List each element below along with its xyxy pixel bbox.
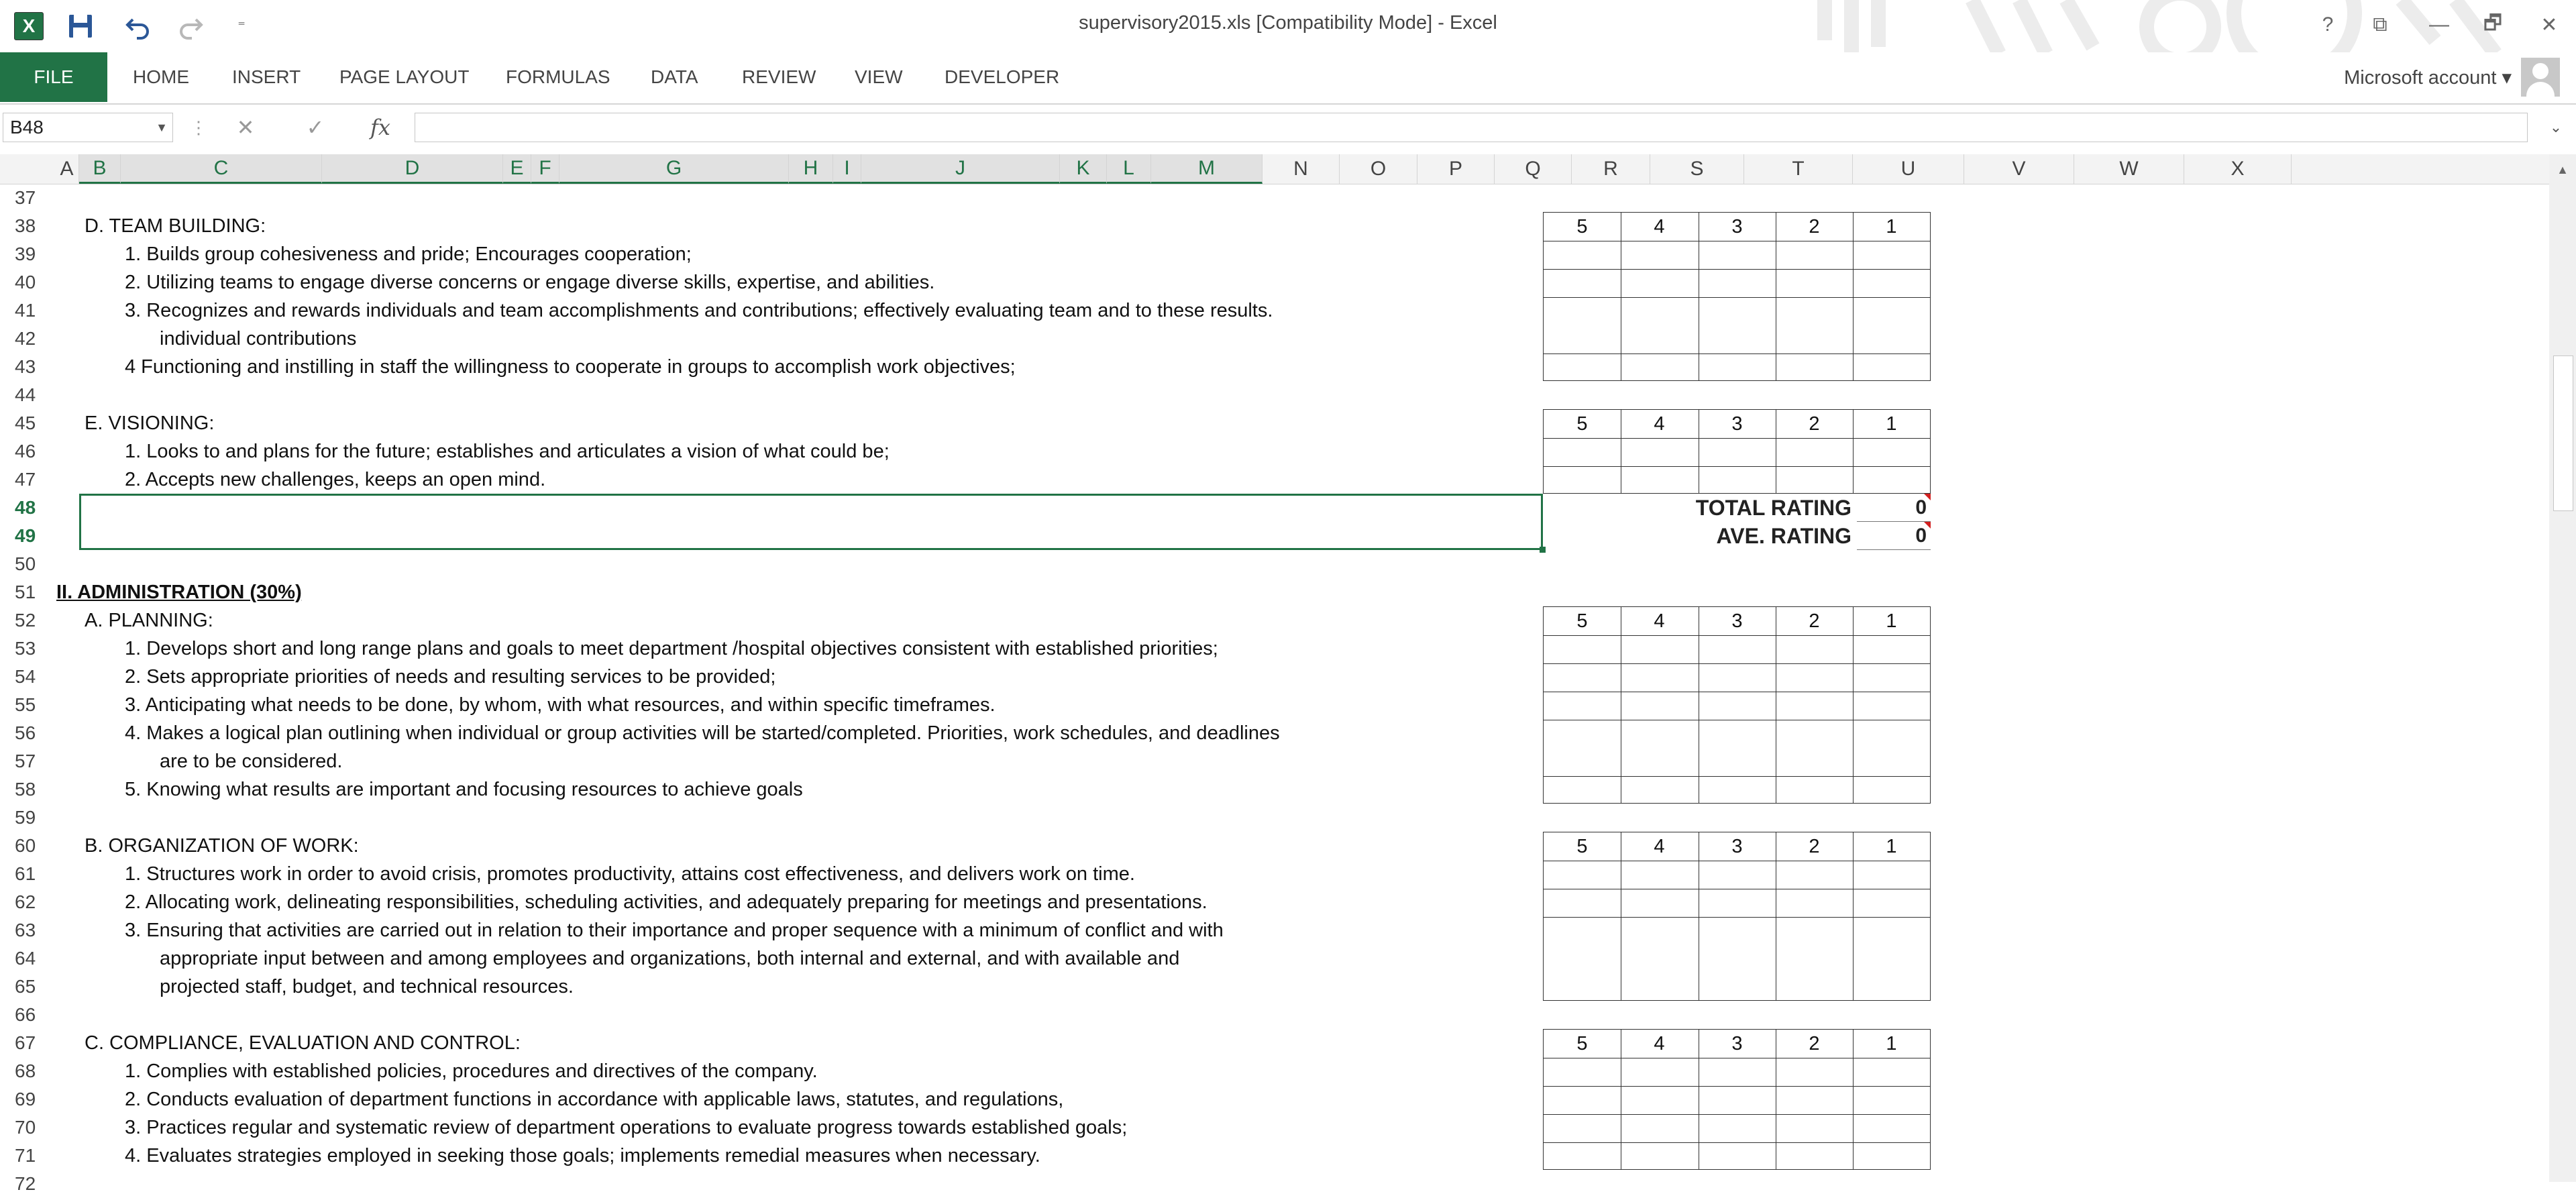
rating-header: 2 <box>1809 1032 1820 1054</box>
list-item: 1. Builds group cohesiveness and pride; Encourages cooperation; <box>125 243 692 265</box>
row-header-46[interactable]: 46 <box>15 441 36 461</box>
list-item: 4. Makes a logical plan outlining when individual or group activities will be started/completed. Priorities, work schedules, and deadlines <box>125 722 1280 744</box>
column-header-w[interactable]: W <box>2074 154 2184 184</box>
row-header-45[interactable]: 45 <box>15 413 36 433</box>
section-heading-organization: B. ORGANIZATION OF WORK: <box>85 834 359 857</box>
column-header-j[interactable]: J <box>861 154 1060 184</box>
row-header-39[interactable]: 39 <box>15 243 36 264</box>
list-item: 3. Ensuring that activities are carried out in relation to their importance and proper sequence with a minimum of conflict and with <box>125 919 1224 941</box>
row-header-53[interactable]: 53 <box>15 638 36 659</box>
title-bar <box>0 0 2576 52</box>
list-item: 4. Evaluates strategies employed in seeking those goals; implements remedial measures when necessary. <box>125 1144 1040 1166</box>
row-header-48[interactable]: 48 <box>15 497 36 518</box>
list-item: 1. Structures work in order to avoid crisis, promotes productivity, attains cost effectiveness, and delivers work on time. <box>125 863 1135 885</box>
account-menu[interactable] <box>2344 52 2560 102</box>
rating-grid-organization[interactable] <box>1543 832 1931 1001</box>
scroll-up-icon[interactable]: ▲ <box>2557 162 2569 176</box>
minimize-icon: — <box>2429 13 2449 36</box>
fill-handle[interactable] <box>1540 547 1546 553</box>
list-item: are to be considered. <box>160 750 343 772</box>
enter-icon[interactable]: ✓ <box>306 115 325 140</box>
customize-icon: ⁼ <box>237 17 246 34</box>
rating-header: 3 <box>1731 610 1743 632</box>
rating-grid-planning[interactable] <box>1543 606 1931 804</box>
ribbon-options-icon: ⧉ <box>2373 13 2387 36</box>
rating-header: 1 <box>1886 1032 1897 1054</box>
close-icon: ✕ <box>2540 13 2558 36</box>
name-box[interactable]: B48 <box>3 113 173 142</box>
chevron-down-icon[interactable]: ▼ <box>156 120 168 134</box>
column-header-u[interactable]: U <box>1853 154 1964 184</box>
row-header-51[interactable]: 51 <box>15 582 36 602</box>
row-header-59[interactable]: 59 <box>15 807 36 828</box>
expand-formula-bar-icon[interactable]: ⌄ <box>2549 119 2563 135</box>
minimize-button[interactable] <box>2415 8 2463 42</box>
tab-insert[interactable]: INSERT <box>232 66 301 87</box>
row-header-57[interactable]: 57 <box>15 751 36 771</box>
avatar <box>2521 58 2560 97</box>
row-header-55[interactable]: 55 <box>15 694 36 715</box>
column-header-h[interactable]: H <box>789 154 833 184</box>
section-heading-planning: A. PLANNING: <box>85 609 213 631</box>
list-item: 3. Anticipating what needs to be done, by whom, with what resources, and within specific timeframes. <box>125 694 996 716</box>
cell-selection[interactable] <box>79 494 1543 550</box>
row-header-64[interactable]: 64 <box>15 948 36 969</box>
column-header-s[interactable]: S <box>1650 154 1744 184</box>
tab-home[interactable]: HOME <box>133 66 189 87</box>
rating-header: 2 <box>1809 215 1820 237</box>
section-heading-compliance: C. COMPLIANCE, EVALUATION AND CONTROL: <box>85 1032 521 1054</box>
rating-header: 5 <box>1576 835 1588 857</box>
close-button[interactable] <box>2525 8 2573 42</box>
list-item: 1. Looks to and plans for the future; establishes and articulates a vision of what could be; <box>125 440 890 462</box>
undo-icon <box>125 13 152 40</box>
row-header-60[interactable]: 60 <box>15 835 36 856</box>
rating-grid-compliance[interactable] <box>1543 1029 1931 1170</box>
column-header-g[interactable]: G <box>559 154 789 184</box>
column-header-p[interactable]: P <box>1417 154 1495 184</box>
tab-page-layout[interactable]: PAGE LAYOUT <box>339 66 470 87</box>
column-header-q[interactable]: Q <box>1495 154 1572 184</box>
section-heading-team-building: D. TEAM BUILDING: <box>85 215 266 237</box>
rating-header: 3 <box>1731 413 1743 435</box>
rating-header: 5 <box>1576 610 1588 632</box>
rating-header: 2 <box>1809 610 1820 632</box>
row-header-40[interactable]: 40 <box>15 272 36 292</box>
column-header-f[interactable]: F <box>531 154 559 184</box>
row-header-49[interactable]: 49 <box>15 525 36 546</box>
row-header-41[interactable]: 41 <box>15 300 36 321</box>
column-header-o[interactable]: O <box>1340 154 1417 184</box>
account-label: Microsoft account ▾ <box>2344 66 2512 89</box>
customize-quick-access-button[interactable] <box>228 7 255 46</box>
column-header-d[interactable]: D <box>322 154 503 184</box>
undo-button[interactable] <box>119 7 157 46</box>
column-header-m[interactable]: M <box>1151 154 1263 184</box>
formula-bar <box>0 105 2576 156</box>
column-header-r[interactable]: R <box>1572 154 1650 184</box>
list-item: 2. Sets appropriate priorities of needs and resulting services to be provided; <box>125 665 776 688</box>
list-item: 5. Knowing what results are important and focusing resources to achieve goals <box>125 778 803 800</box>
tab-developer[interactable]: DEVELOPER <box>945 66 1060 87</box>
list-item: projected staff, budget, and technical resources. <box>160 975 574 997</box>
excel-logo-icon <box>9 7 48 46</box>
comment-indicator-icon <box>1924 494 1931 500</box>
save-icon <box>67 13 94 40</box>
column-header-i[interactable]: I <box>833 154 861 184</box>
row-header-65[interactable]: 65 <box>15 976 36 997</box>
column-header-n[interactable]: N <box>1263 154 1340 184</box>
list-item: 2. Conducts evaluation of department functions in accordance with applicable laws, statutes, and regulations, <box>125 1088 1064 1110</box>
column-header-e[interactable]: E <box>503 154 531 184</box>
row-header-37[interactable]: 37 <box>15 187 36 208</box>
window-title: supervisory2015.xls [Compatibility Mode] - Excel <box>1079 12 1497 34</box>
row-header-42[interactable]: 42 <box>15 328 36 349</box>
row-header-67[interactable]: 67 <box>15 1032 36 1053</box>
rating-header: 4 <box>1654 835 1665 857</box>
list-item: 3. Practices regular and systematic review of department operations to evaluate progress towards established goals; <box>125 1116 1128 1138</box>
column-header-c[interactable]: C <box>121 154 322 184</box>
list-item: 1. Complies with established policies, procedures and directives of the company. <box>125 1060 818 1082</box>
list-item: appropriate input between and among employees and organizations, both internal and external, and with available and <box>160 947 1180 969</box>
row-header-44[interactable]: 44 <box>15 384 36 405</box>
row-header-71[interactable]: 71 <box>15 1145 36 1166</box>
ribbon-display-options-button[interactable] <box>2356 8 2404 42</box>
column-header-v[interactable]: V <box>1964 154 2074 184</box>
insert-function-icon[interactable]: fx <box>370 115 390 140</box>
help-button[interactable] <box>2304 8 2352 42</box>
rating-header: 3 <box>1731 835 1743 857</box>
sheet-area[interactable] <box>55 184 2564 1182</box>
total-rating-value[interactable]: 0 <box>1857 494 1931 522</box>
row-header-72[interactable]: 72 <box>15 1173 36 1194</box>
rating-header: 1 <box>1886 413 1897 435</box>
rating-header: 5 <box>1576 215 1588 237</box>
list-item: individual contributions <box>160 327 357 349</box>
tab-file[interactable]: FILE <box>0 52 107 102</box>
row-header-69[interactable]: 69 <box>15 1089 36 1109</box>
row-header-66[interactable]: 66 <box>15 1004 36 1025</box>
row-header-50[interactable]: 50 <box>15 553 36 574</box>
excel-logo-letter: X <box>14 12 44 40</box>
rating-header: 1 <box>1886 835 1897 857</box>
rating-header: 3 <box>1731 1032 1743 1054</box>
row-header-52[interactable]: 52 <box>15 610 36 631</box>
worksheet-grid <box>0 154 2576 1194</box>
tab-review[interactable]: REVIEW <box>742 66 816 87</box>
rating-header: 1 <box>1886 215 1897 237</box>
list-item: 2. Allocating work, delineating responsibilities, scheduling activities, and adequately preparing for meetings and presentations. <box>125 891 1208 913</box>
row-header-56[interactable]: 56 <box>15 722 36 743</box>
column-header-k[interactable]: K <box>1060 154 1107 184</box>
row-header-54[interactable]: 54 <box>15 666 36 687</box>
rating-header: 2 <box>1809 413 1820 435</box>
comment-indicator-icon <box>1924 522 1931 529</box>
total-rating-label: TOTAL RATING <box>1695 495 1851 520</box>
rating-header: 4 <box>1654 610 1665 632</box>
column-header-t[interactable]: T <box>1744 154 1853 184</box>
row-header-63[interactable]: 63 <box>15 920 36 940</box>
list-item: 2. Accepts new challenges, keeps an open mind. <box>125 468 546 490</box>
redo-icon <box>177 13 204 40</box>
redo-button[interactable] <box>172 7 209 46</box>
restore-button[interactable] <box>2469 8 2517 42</box>
column-header-a[interactable]: A <box>55 154 79 184</box>
rating-header: 3 <box>1731 215 1743 237</box>
rating-header: 4 <box>1654 215 1665 237</box>
column-header-x[interactable]: X <box>2184 154 2292 184</box>
section-heading-visioning: E. VISIONING: <box>85 412 215 434</box>
vertical-scrollbar[interactable] <box>2549 154 2576 1182</box>
help-icon: ? <box>2322 13 2334 36</box>
ribbon-tabs <box>0 52 2576 105</box>
formula-input[interactable] <box>415 113 2528 142</box>
row-header-47[interactable]: 47 <box>15 469 36 490</box>
row-header-38[interactable]: 38 <box>15 215 36 236</box>
rating-header: 4 <box>1654 1032 1665 1054</box>
row-header-62[interactable]: 62 <box>15 891 36 912</box>
restore-icon: 🗗 <box>2483 11 2503 34</box>
tab-data[interactable]: DATA <box>651 66 698 87</box>
scrollbar-thumb[interactable] <box>2553 356 2573 511</box>
row-header-70[interactable]: 70 <box>15 1117 36 1138</box>
ave-rating-value[interactable]: 0 <box>1857 522 1931 550</box>
formula-bar-grip-icon: ⋮ <box>190 117 207 138</box>
section-heading-administration: II. ADMINISTRATION (30%) <box>56 581 302 603</box>
cancel-icon[interactable]: ✕ <box>236 115 255 140</box>
row-header-43[interactable]: 43 <box>15 356 36 377</box>
list-item: 4 Functioning and instilling in staff the willingness to cooperate in groups to accomplish work objectives; <box>125 356 1016 378</box>
rating-header: 1 <box>1886 610 1897 632</box>
column-headers <box>0 154 2576 184</box>
row-header-61[interactable]: 61 <box>15 863 36 884</box>
rating-grid-visioning[interactable] <box>1543 409 1931 494</box>
list-item: 3. Recognizes and rewards individuals and team accomplishments and contributions; effectively evaluating team and to these results. <box>125 299 1273 321</box>
save-button[interactable] <box>62 7 99 46</box>
list-item: 2. Utilizing teams to engage diverse concerns or engage diverse skills, expertise, and abilities. <box>125 271 935 293</box>
row-header-68[interactable]: 68 <box>15 1060 36 1081</box>
rating-header: 5 <box>1576 1032 1588 1054</box>
rating-header: 4 <box>1654 413 1665 435</box>
tab-view[interactable]: VIEW <box>855 66 903 87</box>
list-item: 1. Develops short and long range plans and goals to meet department /hospital objectives consistent with established priorities; <box>125 637 1218 659</box>
rating-header: 2 <box>1809 835 1820 857</box>
column-header-l[interactable]: L <box>1107 154 1151 184</box>
rating-grid-team-building[interactable] <box>1543 212 1931 381</box>
column-header-b[interactable]: B <box>79 154 121 184</box>
rating-header: 5 <box>1576 413 1588 435</box>
ave-rating-label: AVE. RATING <box>1716 523 1851 548</box>
row-header-58[interactable]: 58 <box>15 779 36 800</box>
tab-formulas[interactable]: FORMULAS <box>506 66 610 87</box>
